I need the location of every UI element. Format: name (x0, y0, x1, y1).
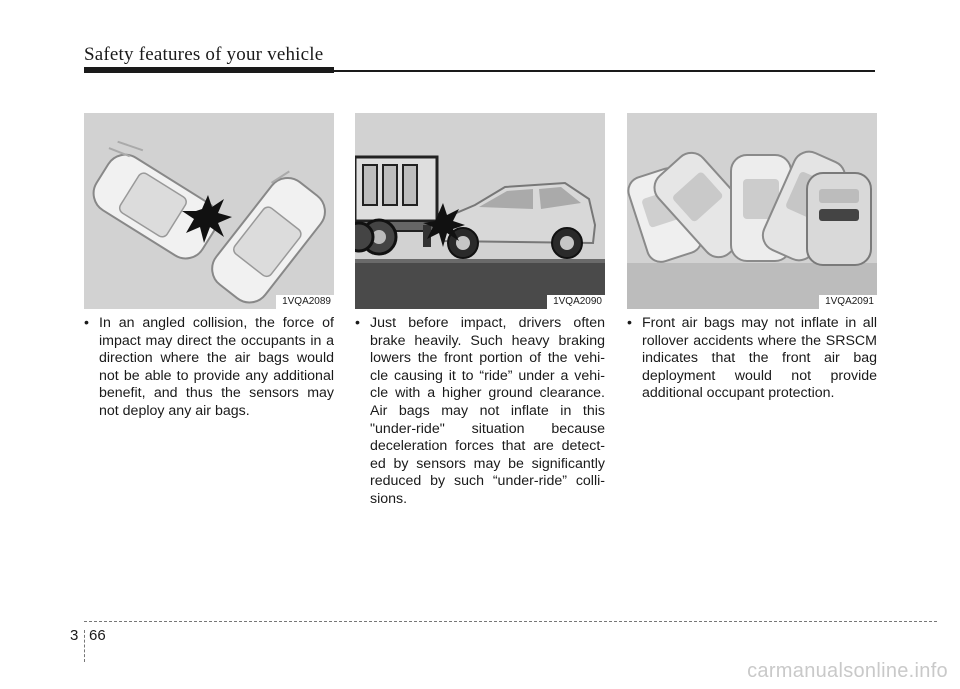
figure-rollover (627, 113, 877, 309)
paragraph-text: Just before impact, drivers often brake heavily. Such heavy braking lowers the front portion of the vehi- cle causing it to “ride” under a vehi- cle with a higher ground clearance. Air bags may not inflate in this "under-ride" situation because deceleration forces that are detect- ed by sensors may be significantly reduced by such “under-ride” colli- sions. (370, 315, 605, 507)
paragraph-text: Front air bags may not inflate in all rollover accidents where the SRSCM indicates that the front air bag deployment would not provide additional occupant protection. (642, 315, 877, 402)
bullet-paragraph (355, 315, 605, 509)
bullet-paragraph (84, 315, 334, 421)
footer-divider (84, 630, 85, 662)
car-right-icon (203, 167, 334, 309)
page-number: 66 (89, 627, 106, 644)
paragraph-text: In an angled collision, the force of impact may direct the occupants in a direction where the air bags would not be able to provide any additional benefit, and thus the sensors may not deploy any air bags. (99, 315, 334, 419)
figure-code: 1VQA2090 (547, 295, 605, 309)
header-rule-thin (334, 70, 875, 72)
text-column-2 (355, 315, 605, 509)
angled-collision-illustration (84, 113, 334, 309)
rollover-illustration (627, 113, 877, 309)
watermark-text: carmanualsonline.info (747, 660, 948, 682)
bullet-icon: • (627, 315, 632, 331)
chapter-number: 3 (70, 627, 79, 644)
bullet-icon: • (84, 315, 89, 331)
figure-under-ride (355, 113, 605, 309)
bullet-paragraph (627, 315, 877, 403)
page-header-title: Safety features of your vehicle (84, 44, 324, 65)
figure-code: 1VQA2089 (276, 295, 334, 309)
bullet-icon: • (355, 315, 360, 331)
under-ride-illustration (355, 113, 605, 309)
suv-icon (443, 183, 595, 258)
rolling-car-icon (627, 146, 871, 265)
truck-icon (355, 157, 445, 254)
text-column-3 (627, 315, 877, 403)
figure-code: 1VQA2091 (819, 295, 877, 309)
header-rule (84, 67, 334, 73)
text-column-1 (84, 315, 334, 421)
figure-angled-collision (84, 113, 334, 309)
footer-rule (84, 621, 937, 622)
